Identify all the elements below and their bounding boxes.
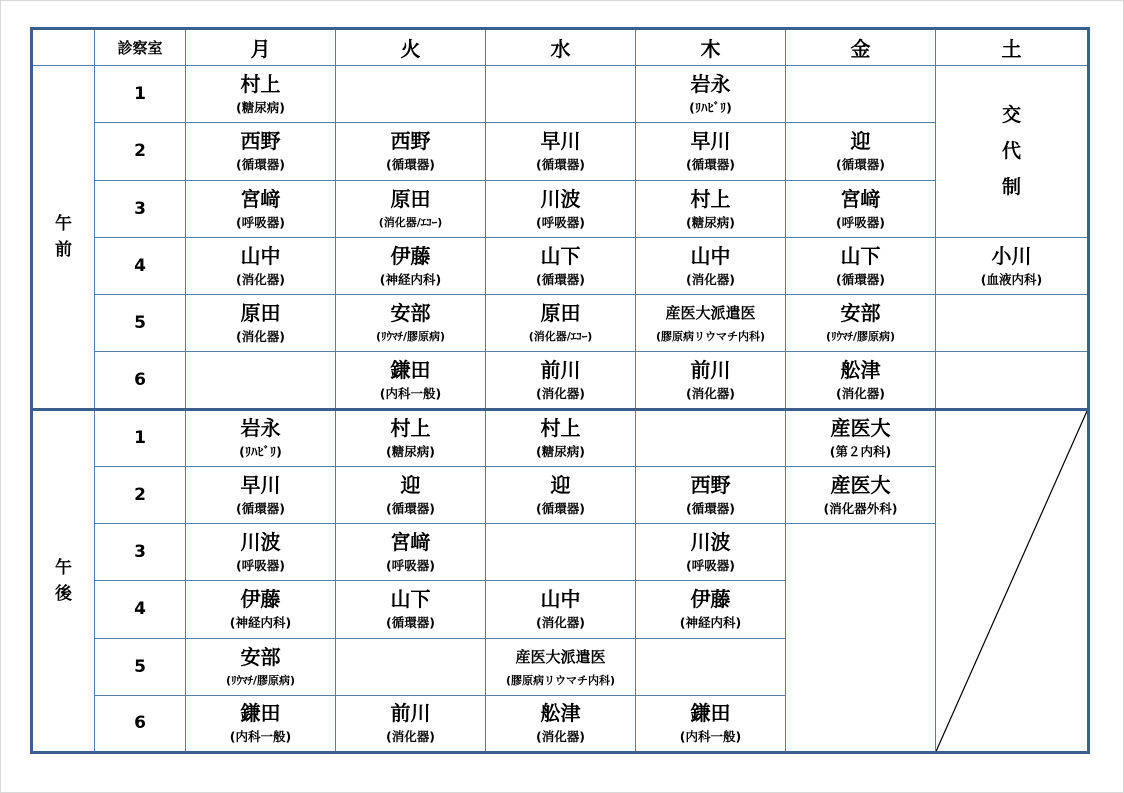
day-header-mon: 月: [186, 29, 336, 66]
am-slot-fri: [786, 237, 936, 294]
department: (第２内科): [829, 444, 892, 460]
pm-session-char: 後: [55, 583, 72, 604]
department: (糖尿病): [386, 444, 435, 460]
am-slot-sat: [936, 352, 1089, 409]
department: (循環器): [836, 271, 885, 287]
room-header: 診察室: [95, 29, 186, 66]
pm-slot-thu: [636, 409, 786, 466]
department: (神経内科): [379, 271, 442, 287]
am-row: [32, 180, 1089, 237]
am-slot-tue: [336, 237, 486, 294]
pm-slot-thu: [636, 638, 786, 695]
am-session-char: 前: [55, 239, 72, 260]
department: (消化器/ｴｺｰ): [378, 215, 443, 229]
am-slot-wed: [486, 66, 636, 123]
afternoon-section: [32, 409, 1089, 753]
doctor-name: 宮﨑: [240, 186, 281, 211]
doctor-name: 産医大: [830, 472, 891, 497]
am-slot-wed: [486, 352, 636, 409]
doctor-name: 伊藤: [390, 243, 431, 268]
day-header-wed: 水: [486, 29, 636, 66]
department: (ﾘﾊﾋﾞﾘ): [689, 100, 732, 116]
doctor-name: 岩永: [690, 72, 731, 97]
am-slot-sat: [936, 295, 1089, 352]
pm-slot-tue: [336, 581, 486, 638]
pm-session-label: [32, 409, 95, 753]
department: (循環器): [386, 157, 435, 173]
department: (消化器): [686, 271, 735, 287]
am-row: [32, 123, 1089, 180]
doctor-name: 山中: [540, 587, 581, 612]
pm-room-number: 5: [95, 638, 186, 695]
pm-row: [32, 581, 1089, 638]
pm-slot-mon: [186, 695, 336, 752]
department: (呼吸器): [236, 214, 285, 230]
department: (消化器): [536, 729, 585, 745]
department: (消化器): [686, 385, 735, 401]
doctor-name: 小川: [991, 243, 1032, 268]
pm-slot-thu: [636, 695, 786, 752]
department: (消化器): [536, 615, 585, 631]
pm-slot-tue: [336, 695, 486, 752]
doctor-name: 産医大: [830, 416, 891, 441]
am-row: [32, 237, 1089, 294]
doctor-name: 迎: [850, 129, 871, 154]
department: (内科一般): [679, 729, 742, 745]
am-slot-tue: [336, 180, 486, 237]
doctor-name: 村上: [690, 186, 731, 211]
am-room-number: 2: [95, 123, 186, 180]
pm-slot-mon: [186, 524, 336, 581]
pm-room-number: 6: [95, 695, 186, 752]
am-slot-sat: [936, 237, 1089, 294]
doctor-name: 山中: [690, 243, 731, 268]
day-header-fri: 金: [786, 29, 936, 66]
rotation-char: 交: [1001, 104, 1021, 127]
pm-row: [32, 695, 1089, 752]
doctor-name: 宮﨑: [390, 530, 431, 555]
am-room-number: 4: [95, 237, 186, 294]
am-slot-thu: [636, 237, 786, 294]
department: (消化器): [836, 385, 885, 401]
department: (消化器/ｴｺｰ): [528, 330, 593, 344]
doctor-name: 前川: [690, 357, 731, 382]
pm-slot-wed: [486, 695, 636, 752]
doctor-name: 舩津: [540, 701, 581, 726]
pm-row: [32, 638, 1089, 695]
department: (神経内科): [229, 615, 292, 631]
department: (内科一般): [379, 385, 442, 401]
department: (循環器): [386, 500, 435, 516]
doctor-name: 早川: [240, 472, 281, 497]
am-slot-tue: [336, 66, 486, 123]
doctor-name: 岩永: [240, 416, 281, 441]
am-slot-fri: [786, 295, 936, 352]
am-slot-thu: [636, 295, 786, 352]
am-slot-wed: [486, 123, 636, 180]
am-slot-mon: [186, 66, 336, 123]
doctor-name: 産医大派遣医: [515, 647, 606, 666]
doctor-name: 西野: [390, 129, 431, 154]
pm-slot-fri: [786, 466, 936, 523]
doctor-name: 安部: [240, 644, 281, 669]
doctor-name: 村上: [240, 72, 281, 97]
department: (循環器): [686, 157, 735, 173]
department: (ﾘｳﾏﾁ/膠原病): [375, 330, 446, 344]
doctor-name: 山中: [240, 243, 281, 268]
doctor-name: 安部: [390, 301, 431, 326]
pm-slot-tue: [336, 638, 486, 695]
pm-slot-thu: [636, 524, 786, 581]
pm-slot-fri: [786, 524, 936, 581]
am-slot-thu: [636, 123, 786, 180]
department: (循環器): [536, 157, 585, 173]
doctor-name: 川波: [240, 530, 281, 555]
morning-section: [32, 66, 1089, 410]
pm-row: [32, 466, 1089, 523]
doctor-name: 原田: [540, 301, 581, 326]
department: (ﾘｳﾏﾁ/膠原病): [825, 330, 896, 344]
pm-slot-wed: [486, 524, 636, 581]
department: (呼吸器): [836, 214, 885, 230]
am-room-number: 6: [95, 352, 186, 409]
pm-slot-wed: [486, 466, 636, 523]
doctor-name: 原田: [240, 301, 281, 326]
pm-slot-thu: [636, 581, 786, 638]
doctor-name: 山下: [540, 243, 581, 268]
doctor-name: 迎: [550, 472, 571, 497]
am-slot-thu: [636, 180, 786, 237]
pm-slot-fri: [786, 409, 936, 466]
department: (循環器): [536, 500, 585, 516]
am-room-number: 3: [95, 180, 186, 237]
department: (呼吸器): [236, 558, 285, 574]
doctor-name: 山下: [390, 587, 431, 612]
rotation-char: 代: [1001, 140, 1021, 163]
pm-slot-fri: [786, 695, 936, 752]
department: (ﾘﾊﾋﾞﾘ): [239, 444, 282, 460]
department: (内科一般): [229, 729, 292, 745]
rotation-char: 制: [1001, 176, 1021, 199]
pm-slot-mon: [186, 466, 336, 523]
am-slot-tue: [336, 123, 486, 180]
department: (膠原病リウマチ内科): [505, 673, 616, 687]
department: (消化器): [236, 271, 285, 287]
doctor-name: 伊藤: [240, 587, 281, 612]
department: (神経内科): [679, 615, 742, 631]
doctor-name: 原田: [390, 186, 431, 211]
am-slot-tue: [336, 295, 486, 352]
am-session-label: [32, 66, 95, 410]
pm-slot-fri: [786, 581, 936, 638]
am-slot-thu: [636, 66, 786, 123]
diagonal-slash: [936, 411, 1087, 752]
am-room-number: 5: [95, 295, 186, 352]
am-slot-tue: [336, 352, 486, 409]
department: (消化器外科): [823, 500, 898, 516]
pm-slot-thu: [636, 466, 786, 523]
sat-pm-closed: [936, 409, 1089, 753]
department: (ﾘｳﾏﾁ/膠原病): [225, 673, 296, 687]
am-slot-fri: [786, 66, 936, 123]
doctor-name: 村上: [540, 416, 581, 441]
am-room-number: 1: [95, 66, 186, 123]
pm-slot-tue: [336, 409, 486, 466]
pm-slot-wed: [486, 581, 636, 638]
am-slot-wed: [486, 295, 636, 352]
pm-room-number: 3: [95, 524, 186, 581]
pm-room-number: 2: [95, 466, 186, 523]
doctor-name: 迎: [400, 472, 421, 497]
department: (消化器): [536, 385, 585, 401]
pm-slot-mon: [186, 409, 336, 466]
day-header-sat: 土: [936, 29, 1089, 66]
am-slot-mon: [186, 180, 336, 237]
am-slot-mon: [186, 123, 336, 180]
pm-slot-wed: [486, 409, 636, 466]
am-slot-mon: [186, 352, 336, 409]
doctor-name: 前川: [540, 357, 581, 382]
doctor-name: 鎌田: [390, 357, 431, 382]
pm-session-char: 午: [55, 557, 72, 578]
department: (糖尿病): [686, 214, 735, 230]
doctor-name: 産医大派遣医: [665, 304, 756, 323]
am-session-char: 午: [55, 213, 72, 234]
sat-am-rotation: [936, 66, 1089, 238]
am-row: [32, 295, 1089, 352]
day-header-tue: 火: [336, 29, 486, 66]
am-slot-fri: [786, 352, 936, 409]
doctor-name: 早川: [540, 129, 581, 154]
doctor-name: 西野: [240, 129, 281, 154]
am-slot-wed: [486, 180, 636, 237]
day-header-thu: 木: [636, 29, 786, 66]
pm-slot-tue: [336, 524, 486, 581]
department: (循環器): [386, 615, 435, 631]
header-row: [32, 29, 1089, 66]
department: (血液内科): [980, 271, 1043, 287]
department: (循環器): [536, 271, 585, 287]
pm-row: [32, 409, 1089, 466]
doctor-name: 早川: [690, 129, 731, 154]
am-slot-wed: [486, 237, 636, 294]
schedule-table: [30, 27, 1090, 754]
department: (消化器): [386, 729, 435, 745]
department: (循環器): [836, 157, 885, 173]
department: (循環器): [686, 500, 735, 516]
pm-slot-mon: [186, 581, 336, 638]
department: (消化器): [236, 329, 285, 345]
clinic-schedule: [30, 27, 1087, 754]
doctor-name: 山下: [840, 243, 881, 268]
pm-slot-wed: [486, 638, 636, 695]
department: (呼吸器): [686, 558, 735, 574]
doctor-name: 宮﨑: [840, 186, 881, 211]
pm-slot-fri: [786, 638, 936, 695]
doctor-name: 川波: [690, 530, 731, 555]
am-row: [32, 352, 1089, 409]
doctor-name: 川波: [540, 186, 581, 211]
department: (循環器): [236, 500, 285, 516]
doctor-name: 安部: [840, 301, 881, 326]
pm-slot-mon: [186, 638, 336, 695]
pm-slot-tue: [336, 466, 486, 523]
department: (膠原病リウマチ内科): [655, 330, 766, 344]
am-slot-fri: [786, 123, 936, 180]
am-slot-mon: [186, 295, 336, 352]
department: (循環器): [236, 157, 285, 173]
department: (糖尿病): [536, 444, 585, 460]
doctor-name: 鎌田: [240, 701, 281, 726]
department: (呼吸器): [536, 214, 585, 230]
department: (呼吸器): [386, 558, 435, 574]
corner-cell: [32, 29, 95, 66]
doctor-name: 西野: [690, 472, 731, 497]
doctor-name: 村上: [390, 416, 431, 441]
am-slot-fri: [786, 180, 936, 237]
am-slot-mon: [186, 237, 336, 294]
am-slot-thu: [636, 352, 786, 409]
pm-room-number: 4: [95, 581, 186, 638]
am-row: [32, 66, 1089, 123]
department: (糖尿病): [236, 100, 285, 116]
doctor-name: 舩津: [840, 357, 881, 382]
pm-room-number: 1: [95, 409, 186, 466]
doctor-name: 鎌田: [690, 701, 731, 726]
pm-row: [32, 524, 1089, 581]
doctor-name: 伊藤: [690, 587, 731, 612]
doctor-name: 前川: [390, 701, 431, 726]
